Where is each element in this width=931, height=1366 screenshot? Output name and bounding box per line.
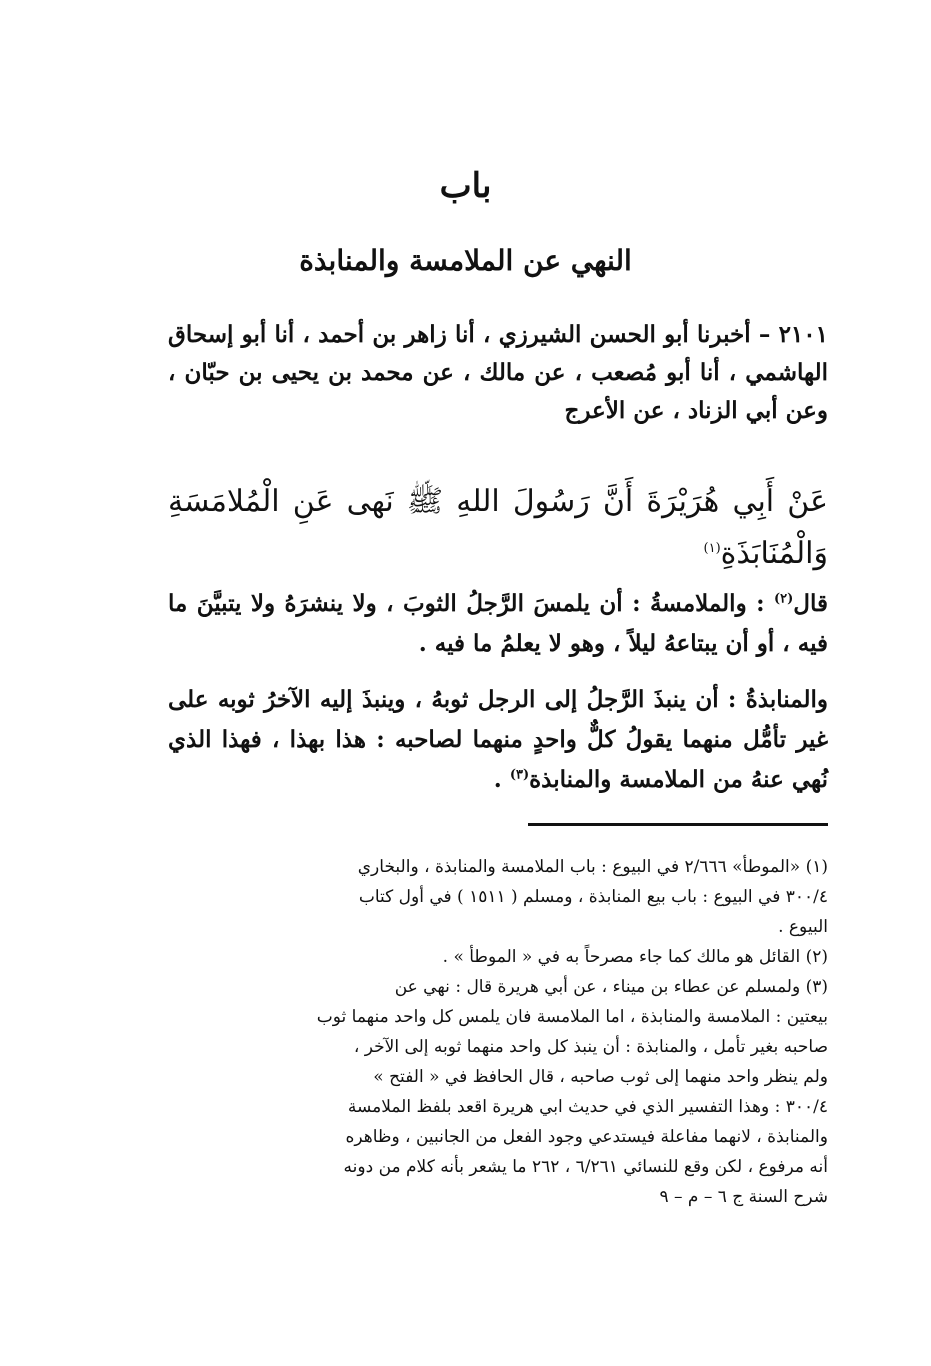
footnote-3 bbox=[168, 972, 828, 1182]
chapter-heading: باب bbox=[439, 166, 492, 206]
footnote-2-text: (٢) القائل هو مالك كما جاء مصرحاً به في « الموطأ » . bbox=[442, 947, 828, 967]
isnad-paragraph bbox=[168, 316, 828, 430]
footnote-1-line-2: ٣٠٠/٤ في البيوع : باب بيع المنابذة ، ومسلم ( ١٥١١ ) في أول كتاب bbox=[358, 887, 828, 907]
footnote-separator bbox=[528, 823, 828, 826]
footnote-ref-2: (٢) bbox=[773, 591, 794, 607]
footnote-ref-1: (١) bbox=[703, 541, 721, 556]
explanation-text-2: والمنابذةُ : أن ينبذَ الرَّجلُ إلى الرجل ثوبهُ ، وينبذَ إليه الآخرُ ثوبه على غير تأمُّل منهما يقولُ كلٌّ واحدٍ منهما لصاحبه : هذا بهذا ، فهذا الذي نُهي عنهُ من الملامسة والمنابذة bbox=[168, 686, 828, 793]
footnote-1-line-3: البيوع . bbox=[778, 917, 828, 937]
hadith-text: عَنْ أَبِي هُرَيْرَةَ أَنَّ رَسُولَ اللهِ ﷺ نَهى عَنِ الْمُلامَسَةِ وَالْمُنَابَذَةِ bbox=[168, 484, 828, 571]
footnote-2 bbox=[168, 942, 828, 972]
explanation-paragraph-1 bbox=[168, 584, 828, 664]
footnote-3-line-2: بيعتين : الملامسة والمنابذة ، اما الملامسة فان يلمس كل واحد منهما ثوب bbox=[316, 1007, 828, 1027]
footnotes-section bbox=[168, 852, 828, 1212]
signature-text: شرح السنة ج ٦ – م – ٩ bbox=[659, 1187, 828, 1207]
explanation-end: . bbox=[493, 766, 510, 793]
hadith-text-block bbox=[168, 476, 828, 580]
footnote-3-line-1: (٣) ولمسلم عن عطاء بن ميناء ، عن أبي هريرة قال : نهي عن bbox=[394, 977, 828, 997]
footnote-3-line-6: والمنابذة ، لانهما مفاعلة فيستدعي وجود الفعل من الجانبين ، وظاهره bbox=[345, 1127, 828, 1147]
footnote-3-line-7: أنه مرفوع ، لكن وقع للنسائي ٦/٢٦١ ، ٢٦٢ ما يشعر بأنه كلام من دونه bbox=[343, 1157, 828, 1177]
chapter-title: النهي عن الملامسة والمنابذة bbox=[299, 244, 632, 277]
hadith-number: ٢١٠١ bbox=[778, 321, 828, 348]
footnote-3-line-4: ولم ينظر واحد منهما إلى ثوب صاحبه ، قال الحافظ في « الفتح » bbox=[373, 1067, 828, 1087]
explanation-speaker: قال bbox=[793, 590, 828, 617]
signature-line bbox=[168, 1182, 828, 1212]
footnote-3-line-5: ٣٠٠/٤ : وهذا التفسير الذي في حديث ابي هريرة اقعد بلفظ الملامسة bbox=[347, 1097, 828, 1117]
footnote-1 bbox=[168, 852, 828, 942]
footnote-1-line-1: (١) «الموطأ» ٢/٦٦٦ في البيوع : باب الملامسة والمنابذة ، والبخاري bbox=[357, 857, 828, 877]
footnote-3-line-3: صاحبه بغير تأمل ، والمنابذة : أن ينبذ كل واحد منهما ثوبه إلى الآخر ، bbox=[353, 1037, 828, 1057]
explanation-paragraph-2 bbox=[168, 680, 828, 800]
explanation-text-1: : والملامسةُ : أن يلمسَ الرَّجلُ الثوبَ ، ولا ينشرَهُ ولا يتبيَّنَ ما فيه ، أو أن يبتاعهُ ليلاً ، وهو لا يعلمُ ما فيه . bbox=[168, 590, 828, 657]
isnad-text: – أخبرنا أبو الحسن الشيرزي ، أنا زاهر بن أحمد ، أنا أبو إسحاق الهاشمي ، أنا أبو مُصعب ، عن مالك ، عن محمد بن يحيى بن حبّان ، وعن أبي الزناد ، عن الأعرج bbox=[168, 321, 828, 424]
footnote-ref-3: (٣) bbox=[509, 767, 530, 783]
